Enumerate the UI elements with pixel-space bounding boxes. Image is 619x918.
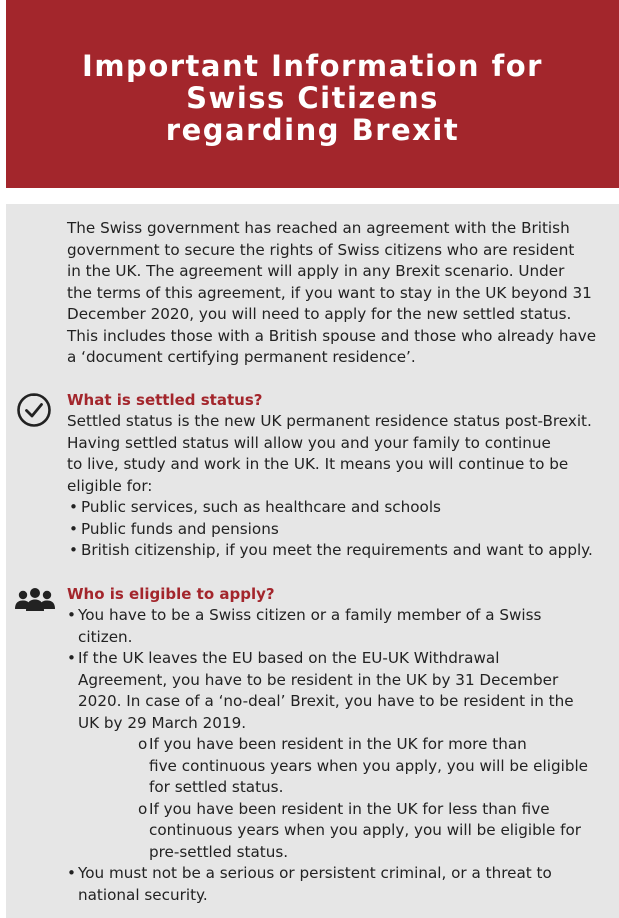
check-circle-icon xyxy=(16,392,52,428)
list-item: • Public funds and pensions xyxy=(67,519,617,541)
sub-list-item: o If you have been resident in the UK for less than five continuous years when you apply, you will be eligible for pre-settled status. xyxy=(138,799,607,864)
people-icon xyxy=(14,587,56,613)
eligibility-heading: Who is eligible to apply? xyxy=(67,585,275,603)
page-title: Important Information for Swiss Citizens regarding Brexit xyxy=(82,49,543,147)
list-item: • You have to be a Swiss citizen or a family member of a Swiss citizen. xyxy=(67,605,607,648)
intro-paragraph: The Swiss government has reached an agreement with the British government to secure the rights of Swiss citizens who are resident in the UK. The agreement will apply in any Brexit scenario. Under the terms of this agreement, if you want to stay in the UK beyond 31 December 2020, you will need to apply for the new settled status. This includes those with a British spouse and those who already have a ‘document certifying permanent residence’. xyxy=(67,219,597,366)
settled-status-body: Settled status is the new UK permanent residence status post-Brexit. Having settled status will allow you and your family to continue to live, study and work in the UK. It means you will continue to be eligible for: xyxy=(67,412,592,495)
settled-status-heading: What is settled status? xyxy=(67,391,263,409)
residence-sub-list xyxy=(78,734,607,863)
list-item: • You must not be a serious or persistent criminal, or a threat to national security. xyxy=(67,863,607,906)
list-item: • Public services, such as healthcare and schools xyxy=(67,497,617,519)
sub-list-item: o If you have been resident in the UK for more than five continuous years when you apply, you will be eligible for settled status. xyxy=(138,734,607,799)
content-panel xyxy=(6,204,619,918)
eligibility-list xyxy=(67,605,607,906)
settled-status-benefits-list xyxy=(67,497,617,562)
header-banner xyxy=(6,0,619,188)
list-item xyxy=(67,648,607,863)
list-item-text: If the UK leaves the EU based on the EU-UK Withdrawal Agreement, you have to be resident in the UK by 31 December 2020. In case of a ‘no-deal’ Brexit, you have to be resident in the UK by 29 March 2019. xyxy=(78,649,574,732)
list-item: • British citizenship, if you meet the requirements and want to apply. xyxy=(67,540,617,562)
